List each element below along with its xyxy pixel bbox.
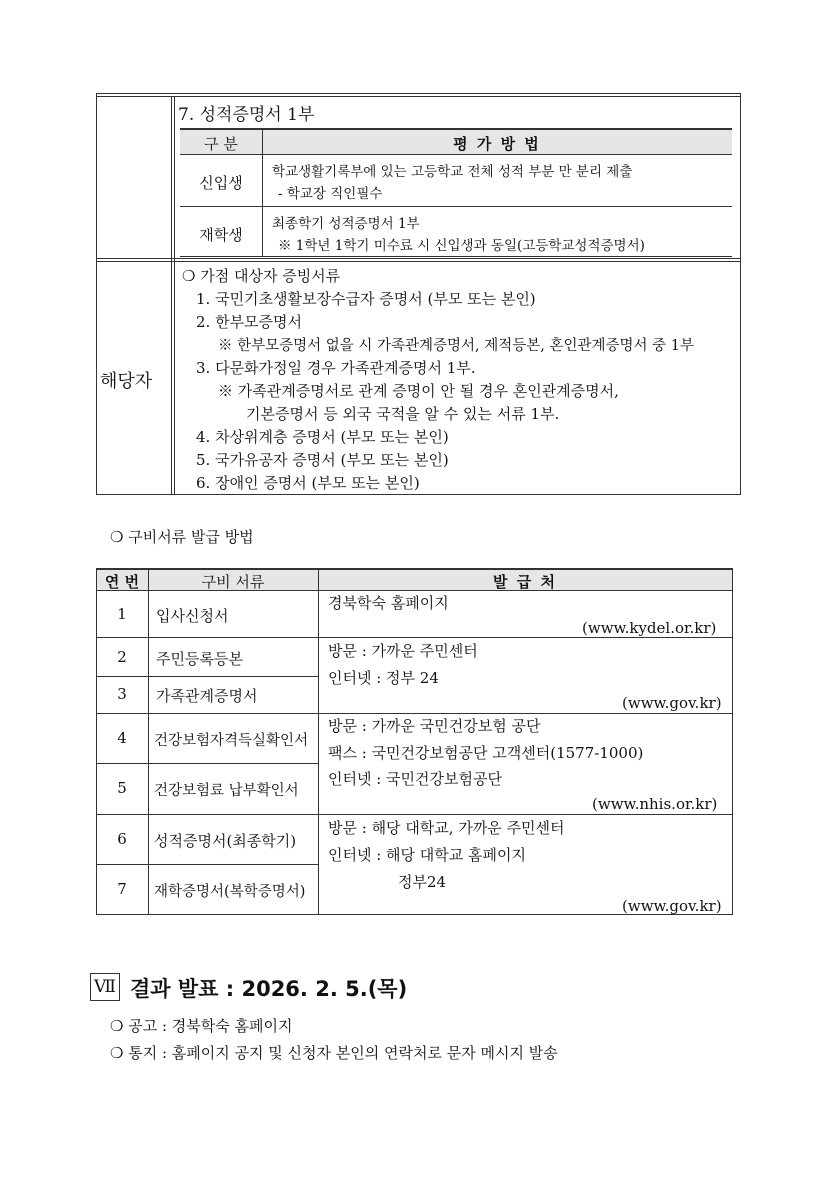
col-header-no: 연 번 (104, 573, 140, 591)
row-doc: 건강보험자격득실확인서 (154, 733, 309, 749)
row-doc: 가족관계증명서 (156, 687, 258, 705)
applicable-label: 해당자 (100, 371, 153, 392)
place-url: (www.gov.kr) (622, 897, 722, 915)
row-doc: 입사신청서 (156, 607, 229, 625)
applicable-item: 1. 국민기초생활보장수급자 증명서 (부모 또는 본인) (196, 290, 536, 308)
place-text: 정부24 (398, 873, 447, 891)
row-no: 7 (117, 880, 127, 898)
eval-enrolled-line2: ※ 1학년 1학기 미수료 시 신입생과 동일(고등학교성적증명서) (278, 238, 645, 254)
col-header-doc: 구비 서류 (201, 573, 265, 591)
applicable-note: ※ 한부모증명서 없을 시 가족관계증명서, 제적등본, 혼인관계증명서 중 1부 (218, 338, 695, 354)
row-doc: 성적증명서(최종학기) (154, 832, 297, 850)
applicable-item: 5. 국가유공자 증명서 (부모 또는 본인) (196, 451, 449, 469)
row-no: 5 (117, 779, 127, 797)
eval-freshman-line1: 학교생활기록부에 있는 고등학교 전체 성적 부분 만 분리 제출 (272, 164, 633, 180)
place-text: 팩스 : 국민건강보험공단 고객센터(1577-1000) (328, 744, 644, 762)
eval-header-method: 평 가 방 법 (453, 135, 541, 153)
applicable-item: 6. 장애인 증명서 (부모 또는 본인) (196, 474, 420, 492)
applicable-note: 기본증명서 등 외국 국적을 알 수 있는 서류 1부. (246, 405, 560, 423)
place-text: 방문 : 가까운 국민건강보험 공단 (328, 717, 541, 735)
row-no: 2 (117, 648, 127, 666)
applicable-heading: ❍ 가점 대상자 증빙서류 (182, 267, 341, 285)
section-number-box (90, 973, 120, 1001)
applicable-note: ※ 가족관계증명서로 관계 증명이 안 될 경우 혼인관계증명서, (218, 382, 619, 400)
issuance-heading: ❍ 구비서류 발급 방법 (110, 528, 254, 546)
row-no: 6 (117, 830, 127, 848)
applicable-item: 4. 차상위계층 증명서 (부모 또는 본인) (196, 428, 449, 446)
row-no: 1 (117, 605, 127, 623)
row-doc: 주민등록등본 (156, 650, 243, 668)
eval-label-enrolled: 재학생 (199, 226, 243, 244)
row-no: 4 (117, 729, 127, 747)
place-text: 방문 : 해당 대학교, 가까운 주민센터 (328, 819, 565, 837)
section-roman: Ⅶ (94, 977, 116, 997)
place-text: 경북학숙 홈페이지 (328, 594, 449, 612)
section7-title: 7. 성적증명서 1부 (178, 105, 315, 125)
row-doc: 재학증명서(복학증명서) (154, 884, 306, 900)
place-text: 방문 : 가까운 주민센터 (328, 642, 478, 660)
applicable-item: 3. 다문화가정일 경우 가족관계증명서 1부. (196, 359, 476, 377)
eval-freshman-line2: - 학교장 직인필수 (278, 186, 383, 202)
eval-header-category: 구 분 (204, 135, 238, 153)
place-text: 인터넷 : 정부 24 (328, 669, 439, 687)
eval-enrolled-line1: 최종학기 성적증명서 1부 (272, 216, 420, 232)
place-text: 인터넷 : 국민건강보험공단 (328, 770, 502, 788)
row-no: 3 (117, 685, 127, 703)
eval-label-freshman: 신입생 (199, 174, 243, 192)
notice-notification: ❍ 통지 : 홈페이지 공지 및 신청자 본인의 연락처로 문자 메시지 발송 (110, 1044, 558, 1062)
result-title: 결과 발표 : 2026. 2. 5.(목) (130, 977, 408, 1001)
place-url: (www.gov.kr) (622, 694, 722, 712)
col-header-place: 발 급 처 (493, 573, 557, 591)
place-url: (www.kydel.or.kr) (582, 619, 717, 637)
place-text: 인터넷 : 해당 대학교 홈페이지 (328, 846, 527, 864)
place-url: (www.nhis.or.kr) (592, 795, 718, 813)
applicable-item: 2. 한부모증명서 (196, 313, 303, 331)
row-doc: 건강보험료 납부확인서 (154, 783, 299, 799)
notice-announcement: ❍ 공고 : 경북학숙 홈페이지 (110, 1017, 293, 1035)
